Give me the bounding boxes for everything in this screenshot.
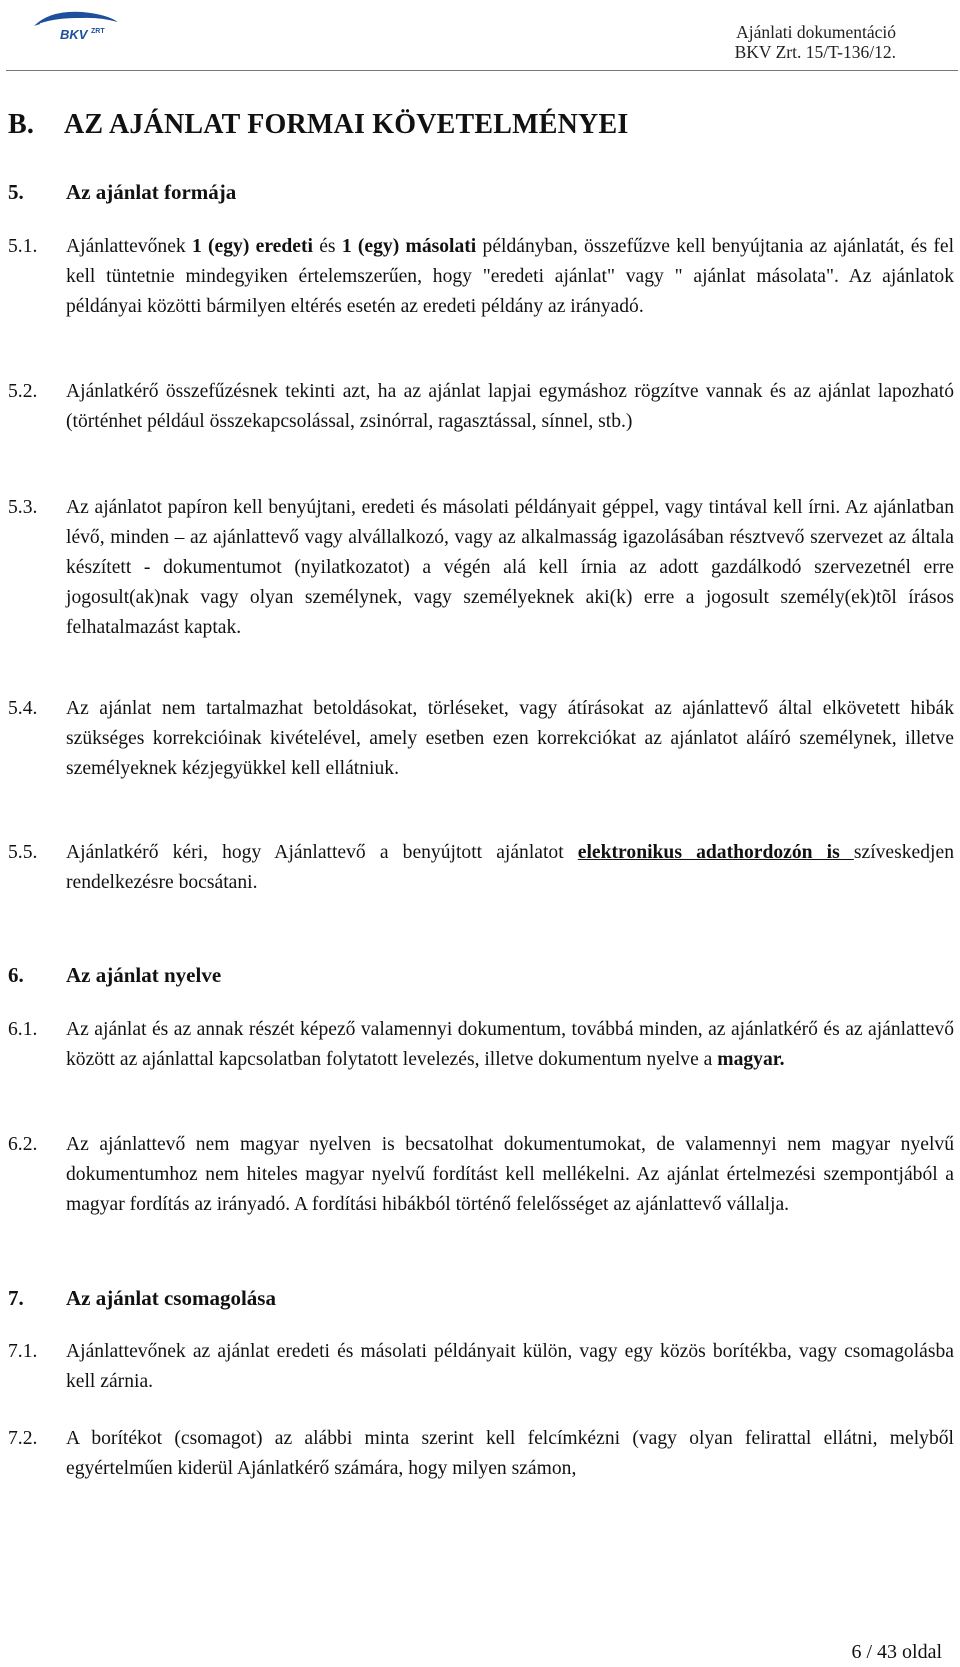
section-6-heading	[8, 963, 221, 988]
paragraph-text: Az ajánlattevő nem magyar nyelven is becsatolhat dokumentumokat, de valamennyi nem magyar nyelvű dokumentumhoz nem hiteles magyar nyelvű fordítást kell mellékelni. Az ajánlat értelmezési szempontjából a magyar fordítás az irányadó. A fordítási hibákból történő felelősséget az ajánlattevő vállalja.	[66, 1134, 954, 1215]
paragraph-text: Ajánlattevőnek 1 (egy) eredeti és 1 (egy) másolati példányban, összefűzve kell benyújtania az ajánlatát, és fel kell tüntetnie mindegyiken értelemszerűen, hogy "eredeti ajánlat" vagy " ajánlat másolata". Az ajánlatok példányai közötti bármilyen eltérés esetén az eredeti példány az irányadó.	[66, 236, 955, 317]
paragraph-5-1	[8, 232, 954, 322]
header-divider	[6, 70, 958, 71]
section-number: 5.	[8, 180, 24, 204]
svg-text:BKV: BKV	[60, 27, 88, 42]
paragraph-number: 6.1.	[8, 1019, 38, 1040]
paragraph-number: 5.5.	[8, 842, 38, 863]
underlined-emphasis: elektronikus adathordozón is	[577, 842, 854, 863]
paragraph-7-2	[8, 1424, 954, 1484]
paragraph-text: Ajánlatkérő kéri, hogy Ajánlattevő a benyújtott ajánlatot elektronikus adathordozón is szíveskedjen rendelkezésre bocsátani.	[66, 842, 954, 893]
paragraph-5-5	[8, 838, 954, 898]
page-number: 6 / 43 oldal	[851, 1641, 942, 1663]
paragraph-number: 7.2.	[8, 1428, 38, 1449]
section-title: Az ajánlat csomagolása	[66, 1286, 276, 1310]
doc-reference: BKV Zrt. 15/T-136/12.	[734, 42, 896, 62]
paragraph-text: Az ajánlat nem tartalmazhat betoldásokat, törléseket, vagy átírásokat az ajánlattevő által elkövetett hibák szükséges korrekcióinak kivételével, amely esetben ezen korrekciókat az ajánlatot aláíró személynek, illetve személyeknek kézjegyükkel kell ellátniuk.	[66, 698, 954, 779]
section-title: Az ajánlat nyelve	[66, 963, 222, 987]
header-meta	[735, 22, 896, 62]
main-heading-number: B.	[8, 109, 35, 140]
paragraph-6-1	[8, 1015, 954, 1075]
section-7-heading	[8, 1286, 276, 1311]
paragraph-5-2	[8, 377, 954, 437]
paragraph-number: 5.1.	[8, 236, 38, 257]
paragraph-text: A borítékot (csomagot) az alábbi minta szerint kell felcímkézni (vagy olyan felirattal ellátni, melyből egyértelműen kiderül Ajánlatkérő számára, hogy milyen számon,	[66, 1428, 954, 1479]
paragraph-5-3	[8, 493, 954, 643]
paragraph-number: 6.2.	[8, 1134, 38, 1155]
main-heading-title: AZ AJÁNLAT FORMAI KÖVETELMÉNYEI	[64, 109, 629, 140]
paragraph-text: Az ajánlat és az annak részét képező valamennyi dokumentum, továbbá minden, az ajánlatkérő és az ajánlattevő között az ajánlattal kapcsolatban folytatott levelezés, illetve dokumentum nyelve a magyar.	[66, 1019, 954, 1070]
section-number: 6.	[8, 963, 24, 987]
section-title: Az ajánlat formája	[66, 180, 237, 204]
paragraph-text: Az ajánlatot papíron kell benyújtani, eredeti és másolati példányait géppel, vagy tintával kell írni. Az ajánlatban lévő, minden – az ajánlattevő vagy alvállalkozó, vagy az alkalmasság igazolásában résztvevő szervezet az általa készített - dokumentumot (nyilatkozatot) a végén alá kell írnia az adott gazdálkodó szervezetnél erre jogosult(ak)nak vagy olyan személynek, vagy személyeknek aki(k) erre a jogosult személy(ek)tõl írásos felhatalmazást kaptak.	[66, 497, 954, 638]
paragraph-7-1	[8, 1337, 954, 1397]
paragraph-number: 5.3.	[8, 497, 38, 518]
svg-text:ZRT: ZRT	[91, 28, 105, 35]
section-number: 7.	[8, 1286, 24, 1310]
paragraph-text: Ajánlattevőnek az ajánlat eredeti és másolati példányait külön, vagy egy közös borítékba, vagy csomagolásba kell zárnia.	[66, 1341, 954, 1392]
paragraph-number: 5.4.	[8, 698, 38, 719]
paragraph-number: 7.1.	[8, 1341, 38, 1362]
paragraph-text: Ajánlatkérő összefűzésnek tekinti azt, ha az ajánlat lapjai egymáshoz rögzítve vannak és az ajánlat lapozható (történhet például összekapcsolással, zsinórral, ragasztással, sínnel, stb.)	[66, 381, 954, 432]
main-heading	[8, 109, 628, 141]
paragraph-number: 5.2.	[8, 381, 38, 402]
doc-title: Ajánlati dokumentáció	[736, 22, 896, 42]
paragraph-6-2	[8, 1130, 954, 1220]
section-5-heading	[8, 180, 236, 205]
bkv-logo-icon	[30, 6, 122, 44]
paragraph-5-4	[8, 694, 954, 784]
